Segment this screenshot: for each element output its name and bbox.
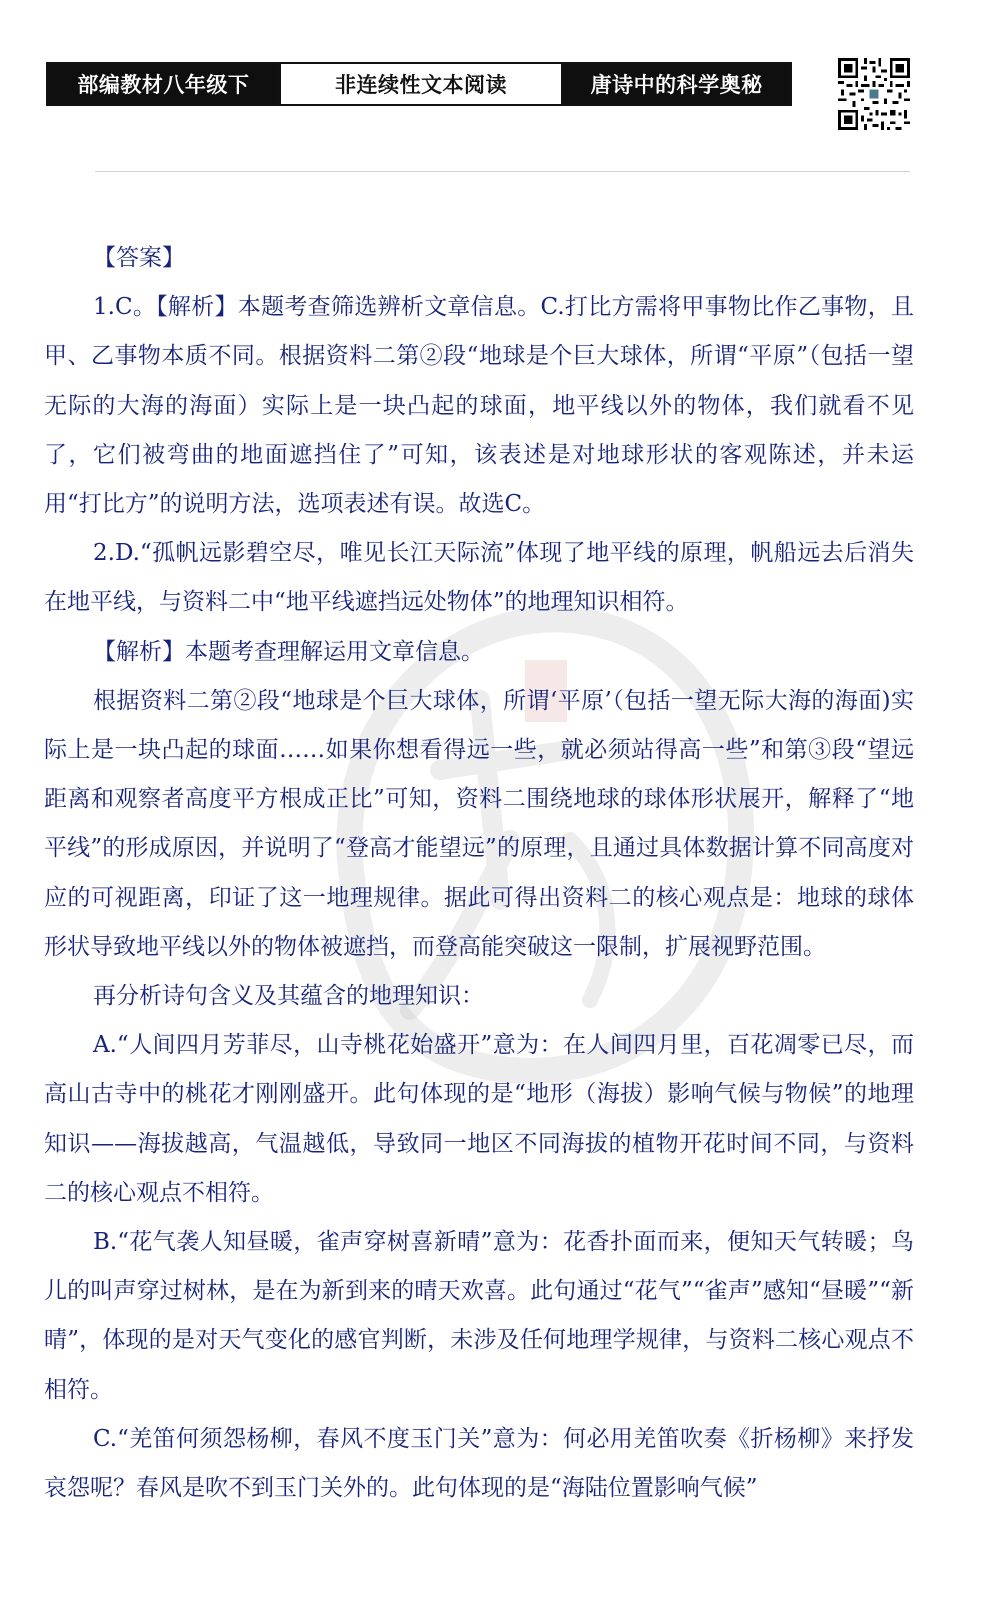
option-a-paragraph: A.“人间四月芳菲尽，山寺桃花始盛开”意为：在人间四月里，百花凋零已尽，而高山古寺中的桃花才刚刚盛开。此句体现的是“地形（海拔）影响气候与物候”的地理知识——海拔越高，气温越低，导致同一地区不同海拔的植物开花时间不同，与资料二的核心观点不相符。 <box>44 1032 914 1206</box>
header-grade: 部编教材八年级下 <box>48 64 279 104</box>
answer-heading: 【答案】 <box>93 245 185 271</box>
option-c-paragraph: C.“羌笛何须怨杨柳，春风不度玉门关”意为：何必用羌笛吹奏《折杨柳》来抒发哀怨呢？春风是吹不到玉门关外的。此句体现的是“海陆位置影响气候” <box>44 1425 914 1502</box>
analysis-heading: 【解析】本题考查理解运用文章信息。 <box>93 638 484 665</box>
qr-code-icon <box>838 58 910 130</box>
header-title: 唐诗中的科学奥秘 <box>563 64 790 104</box>
header-topic: 非连续性文本阅读 <box>279 64 563 104</box>
analysis-paragraph: 根据资料二第②段“地球是个巨大球体，所谓‘平原’（包括一望无际大海的海面)实际上是一块凸起的球面……如果你想看得远一些，就必须站得高一些”和第③段“望远距离和观察者高度平方根成正比”可知，资料二围绕地球的球体形状展开，解释了“地平线”的形成原因，并说明了“登高才能望远”的原理，且通过具体数据计算不同高度对应的可视距离，印证了这一地理规律。据此可得出资料二的核心观点是：地球的球体形状导致地平线以外的物体被遮挡，而登高能突破这一限制，扩展视野范围。 <box>44 687 914 960</box>
header-divider <box>95 171 910 172</box>
answer-content <box>44 234 914 1513</box>
answer-paragraph-1: 1.C。【解析】本题考查筛选辨析文章信息。C.打比方需将甲事物比作乙事物，且甲、乙事物本质不同。根据资料二第②段“地球是个巨大球体，所谓“平原”（包括一望无际的大海的海面）实际上是一块凸起的球面，地平线以外的物体，我们就看不见了，它们被弯曲的地面遮挡住了”可知，该表述是对地球形状的客观陈述，并未运用“打比方”的说明方法，选项表述有误。故选C。 <box>44 294 914 518</box>
answer-paragraph-2: 2.D.“孤帆远影碧空尽，唯见长江天际流”体现了地平线的原理，帆船远去后消失在地平线，与资料二中“地平线遮挡远处物体”的地理知识相符。 <box>44 540 914 616</box>
analysis-intro: 再分析诗句含义及其蕴含的地理知识： <box>93 983 484 1010</box>
header-bar <box>46 62 792 106</box>
option-b-paragraph: B.“花气袭人知昼暖，雀声穿树喜新晴”意为：花香扑面而来，便知天气转暖；鸟儿的叫声穿过树林，是在为新到来的晴天欢喜。此句通过“花气”“雀声”感知“昼暖”“新晴”，体现的是对天气变化的感官判断，未涉及任何地理学规律，与资料二核心观点不相符。 <box>44 1229 914 1403</box>
